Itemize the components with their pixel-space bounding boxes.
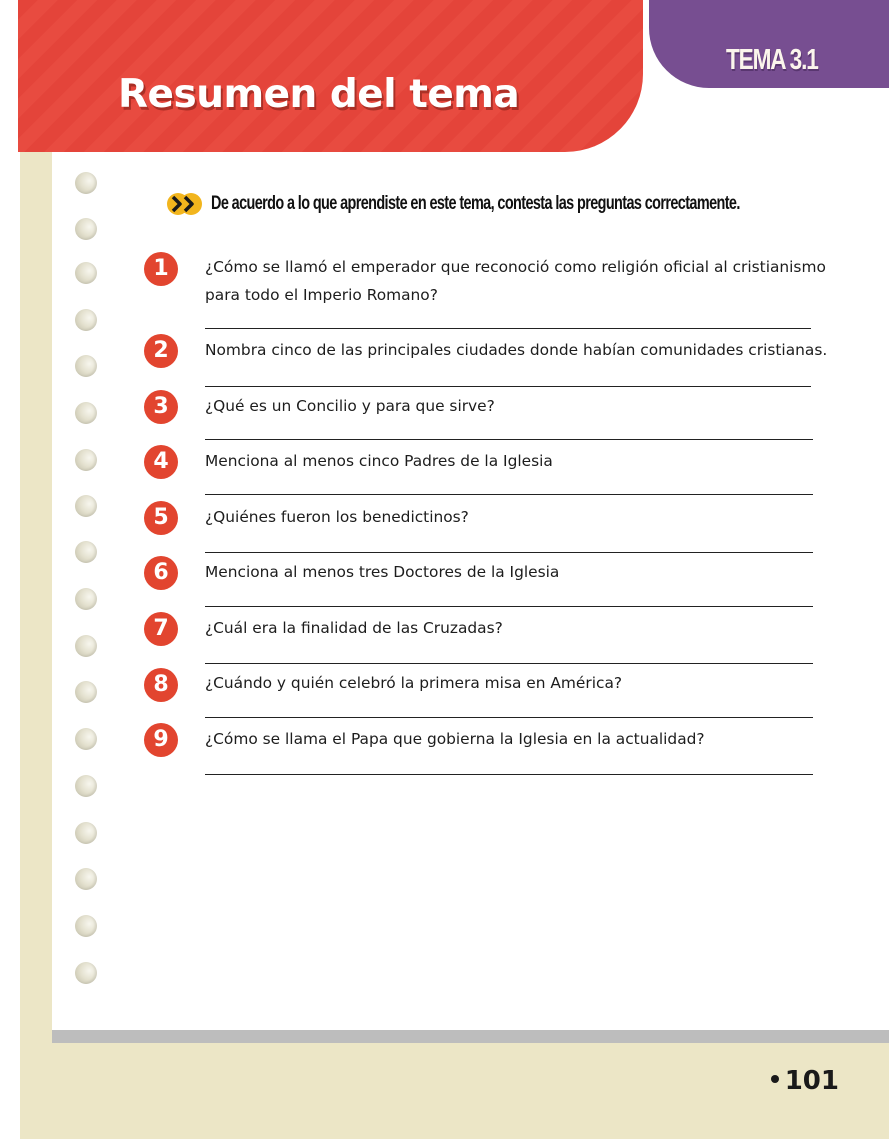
question-text: Menciona al menos tres Doctores de la Iglesia <box>205 563 560 581</box>
answer-line[interactable] <box>205 717 813 718</box>
question-text: ¿Cómo se llama el Papa que gobierna la Iglesia en la actualidad? <box>205 730 705 748</box>
answer-line[interactable] <box>205 774 813 775</box>
answer-line[interactable] <box>205 386 811 387</box>
binding-hole <box>75 681 97 703</box>
page-frame-bottom <box>20 1030 889 1139</box>
binding-hole <box>75 635 97 657</box>
binding-hole <box>75 588 97 610</box>
question-text: ¿Cómo se llamó el emperador que reconoció como religión oficial al cristianismo para todo el Imperio Romano? <box>205 258 826 304</box>
question-text: Menciona al menos cinco Padres de la Iglesia <box>205 452 553 470</box>
answer-line[interactable] <box>205 606 813 607</box>
binding-hole <box>75 728 97 750</box>
binding-hole <box>75 495 97 517</box>
question-text: ¿Qué es un Concilio y para que sirve? <box>205 397 495 415</box>
page-number <box>771 1066 839 1096</box>
page-title: Resumen del tema <box>118 72 520 117</box>
answer-line[interactable] <box>205 494 813 495</box>
binding-hole <box>75 218 97 240</box>
answer-line[interactable] <box>205 328 811 329</box>
question-number-badge: 5 <box>144 501 178 535</box>
binding-hole <box>75 172 97 194</box>
answer-line[interactable] <box>205 663 813 664</box>
question-text: ¿Cuándo y quién celebró la primera misa en América? <box>205 674 623 692</box>
binding-hole <box>75 541 97 563</box>
answer-line[interactable] <box>205 552 813 553</box>
page-frame-left <box>20 150 52 1139</box>
binding-hole <box>75 449 97 471</box>
binding-hole <box>75 355 97 377</box>
page-number-value: 101 <box>784 1066 839 1096</box>
question-number-badge: 7 <box>144 612 178 646</box>
question-text: Nombra cinco de las principales ciudades donde habían comunidades cristianas. <box>205 341 828 359</box>
double-chevron-icon <box>166 191 204 217</box>
binding-hole <box>75 309 97 331</box>
page-bullet-icon <box>771 1075 779 1083</box>
question-number-badge: 4 <box>144 445 178 479</box>
answer-line[interactable] <box>205 439 813 440</box>
binding-hole <box>75 915 97 937</box>
question-number-badge: 9 <box>144 723 178 757</box>
question-number-badge: 2 <box>144 334 178 368</box>
topic-label: TEMA 3.1 <box>726 44 818 76</box>
binding-hole <box>75 775 97 797</box>
instruction-text: De acuerdo a lo que aprendiste en este tema, contesta las preguntas correctamente. <box>211 193 740 214</box>
paper-shadow <box>52 1030 889 1043</box>
binding-hole <box>75 262 97 284</box>
question-text: ¿Quiénes fueron los benedictinos? <box>205 508 469 526</box>
binding-hole <box>75 868 97 890</box>
question-text: ¿Cuál era la finalidad de las Cruzadas? <box>205 619 503 637</box>
question-number-badge: 1 <box>144 252 178 286</box>
binding-hole <box>75 402 97 424</box>
binding-hole <box>75 822 97 844</box>
question-number-badge: 6 <box>144 556 178 590</box>
question-number-badge: 3 <box>144 390 178 424</box>
binding-hole <box>75 962 97 984</box>
question-number-badge: 8 <box>144 668 178 702</box>
